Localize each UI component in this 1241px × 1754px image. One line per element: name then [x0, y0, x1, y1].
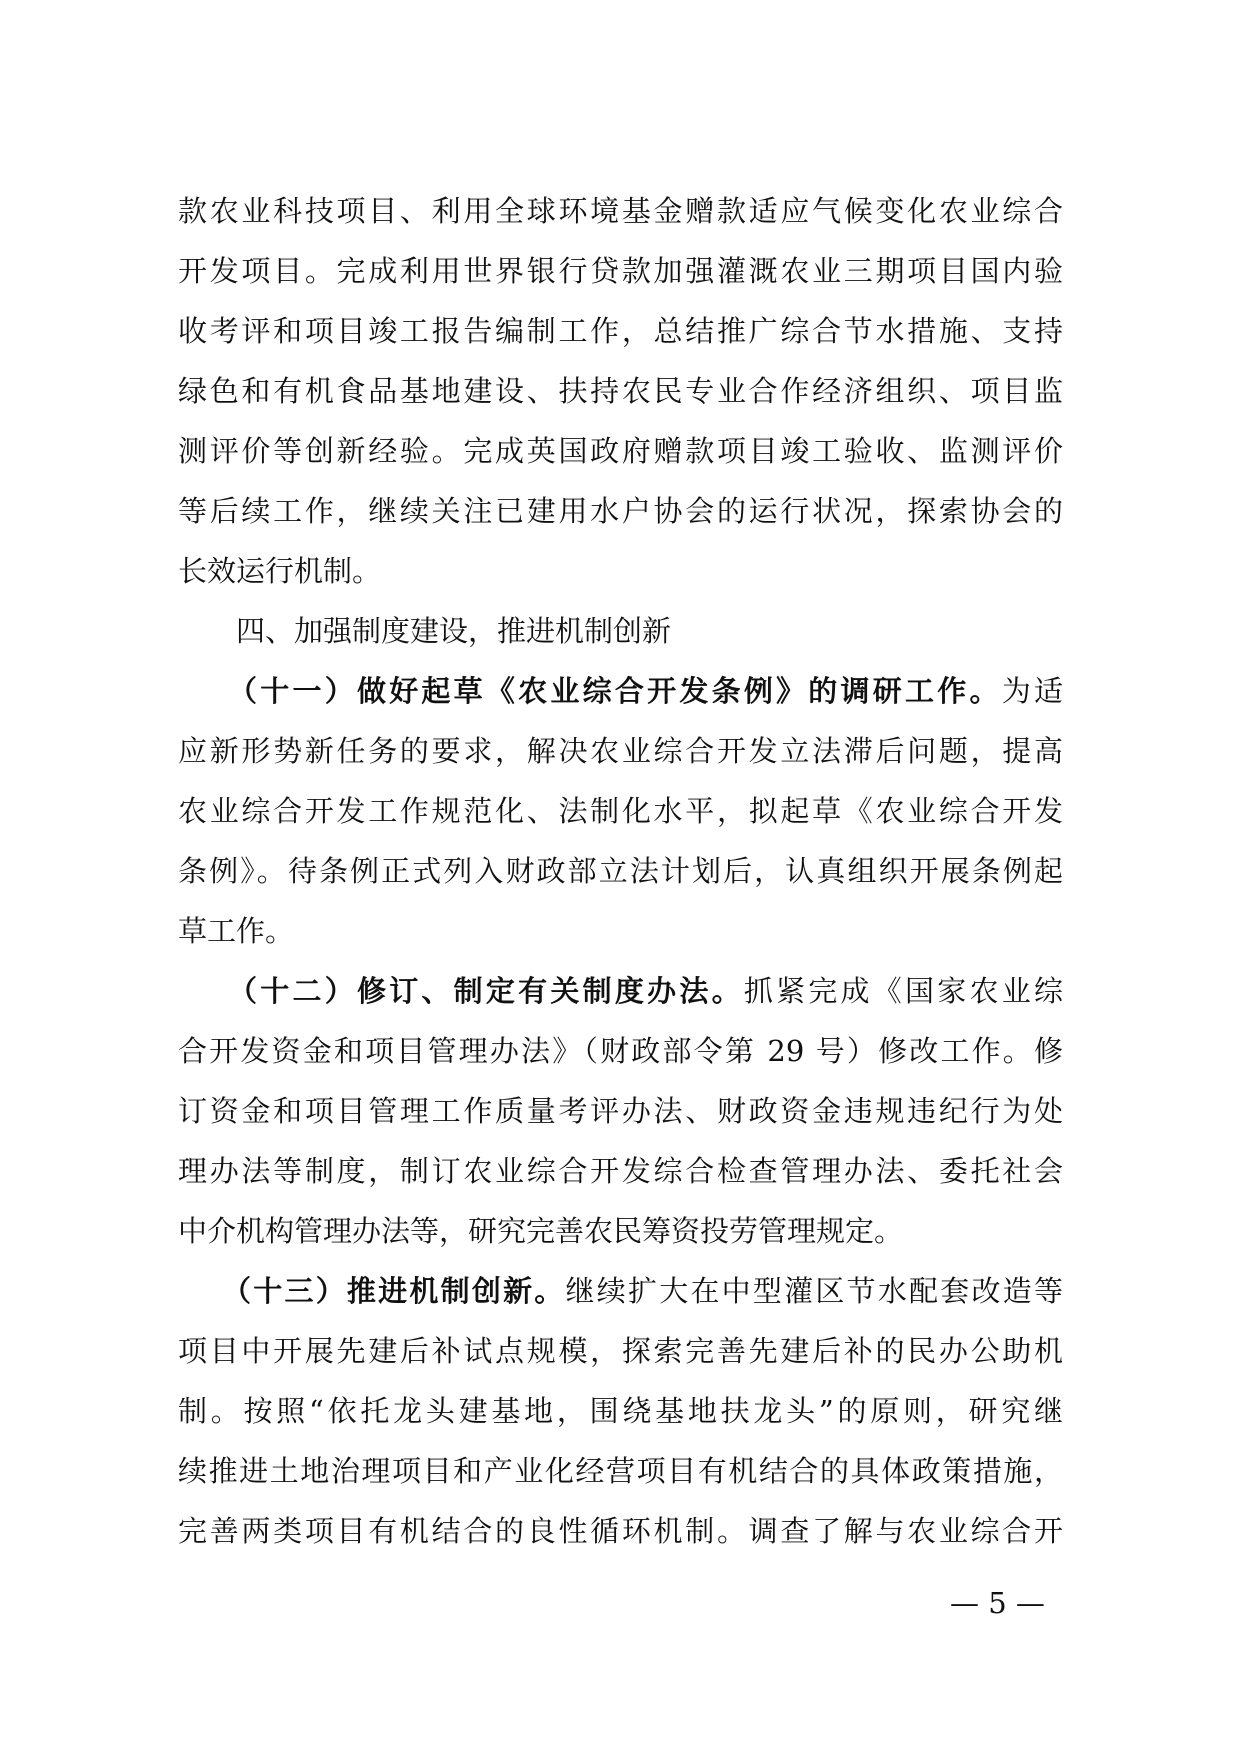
item-12-first-line [178, 961, 1063, 1021]
paragraph-line: 项目中开展先建后补试点规模，探索完善先建后补的民办公助机 [178, 1334, 1063, 1368]
item-11-title: （十一）做好起草《农业综合开发条例》的调研工作。 [228, 674, 1002, 708]
paragraph-line: 条例》。待条例正式列入财政部立法计划后，认真组织开展条例起 [178, 854, 1063, 888]
paragraph-line: 合开发资金和项目管理办法》（财政部令第 29 号）修改工作。修 [178, 1034, 1063, 1068]
item-13-text: 继续扩大在中型灌区节水配套改造等 [565, 1274, 1063, 1308]
item-11-text: 为适 [1001, 674, 1063, 708]
item-13-title: （十三）推进机制创新。 [222, 1274, 566, 1308]
item-12-text: 抓紧完成《国家农业综 [743, 974, 1063, 1008]
paragraph-line: 农业综合开发工作规范化、法制化水平，拟起草《农业综合开发 [178, 794, 1063, 828]
paragraph-line: 款农业科技项目、利用全球环境基金赠款适应气候变化农业综合 [178, 194, 1063, 228]
paragraph-line: 完善两类项目有机结合的良性循环机制。调查了解与农业综合开 [178, 1514, 1063, 1548]
paragraph-line: 收考评和项目竣工报告编制工作，总结推广综合节水措施、支持 [178, 314, 1063, 348]
paragraph-line: 续推进土地治理项目和产业化经营项目有机结合的具体政策措施， [178, 1454, 1063, 1488]
page-number: — 5 — [950, 1586, 1045, 1620]
paragraph-line: 中介机构管理办法等，研究完善农民筹资投劳管理规定。 [178, 1214, 904, 1248]
paragraph-line: 应新形势新任务的要求，解决农业综合开发立法滞后问题，提高 [178, 734, 1063, 768]
paragraph-line: 绿色和有机食品基地建设、扶持农民专业合作经济组织、项目监 [178, 374, 1063, 408]
item-12-title: （十二）修订、制定有关制度办法。 [228, 974, 744, 1008]
paragraph-line: 草工作。 [178, 914, 295, 948]
paragraph-line: 理办法等制度，制订农业综合开发综合检查管理办法、委托社会 [178, 1154, 1063, 1188]
section-heading: 四、加强制度建设，推进机制创新 [236, 614, 672, 648]
paragraph-line: 制。按照“依托龙头建基地，围绕基地扶龙头”的原则，研究继 [178, 1394, 1063, 1428]
paragraph-line: 等后续工作，继续关注已建用水户协会的运行状况，探索协会的 [178, 494, 1063, 528]
paragraph-line: 长效运行机制。 [178, 554, 382, 588]
body-text [178, 181, 1063, 1561]
paragraph-line: 开发项目。完成利用世界银行贷款加强灌溉农业三期项目国内验 [178, 254, 1063, 288]
paragraph-line: 测评价等创新经验。完成英国政府赠款项目竣工验收、监测评价 [178, 434, 1063, 468]
item-13-first-line [178, 1261, 1063, 1321]
item-11-first-line [178, 661, 1063, 721]
paragraph-line: 订资金和项目管理工作质量考评办法、财政资金违规违纪行为处 [178, 1094, 1063, 1128]
